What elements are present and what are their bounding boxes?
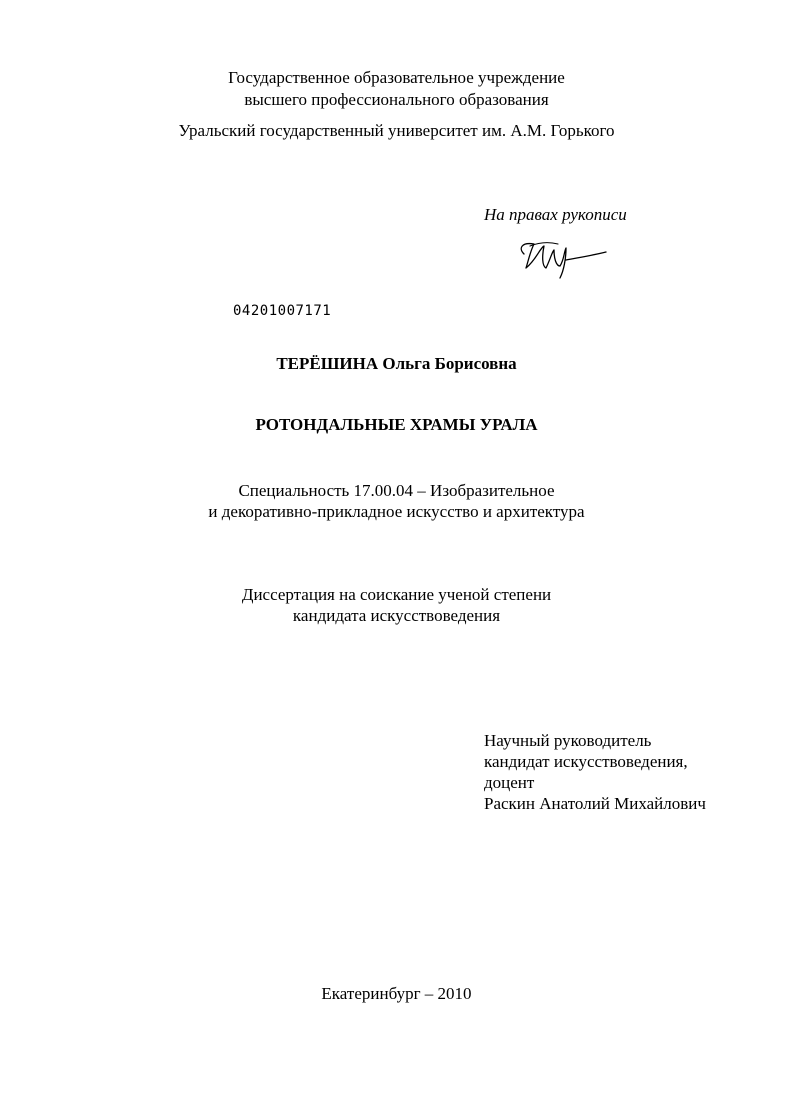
manuscript-note: На правах рукописи [484, 205, 627, 224]
signature-image [516, 236, 608, 280]
city-year: Екатеринбург – 2010 [321, 984, 472, 1003]
supervisor-degree: кандидат искусствоведения, [484, 752, 688, 771]
institution-line-1: Государственное образовательное учреждение [228, 68, 565, 87]
catalog-number: 04201007171 [233, 303, 332, 319]
degree-line-2: кандидата искусствоведения [292, 606, 501, 625]
supervisor-role: Научный руководитель [484, 731, 652, 750]
dissertation-title: РОТОНДАЛЬНЫЕ ХРАМЫ УРАЛА [255, 415, 538, 434]
university-name: Уральский государственный университет им. А.М. Горького [178, 121, 615, 140]
degree-line-1: Диссертация на соискание ученой степени [241, 585, 552, 604]
specialty-line-1: Специальность 17.00.04 – Изобразительное [238, 481, 555, 500]
specialty-line-2: и декоративно-прикладное искусство и архитектура [208, 502, 585, 521]
supervisor-name: Раскин Анатолий Михайлович [484, 794, 706, 813]
institution-line-2: высшего профессионального образования [244, 90, 549, 109]
supervisor-rank: доцент [484, 773, 535, 792]
author-name: ТЕРЁШИНА Ольга Борисовна [276, 354, 517, 373]
